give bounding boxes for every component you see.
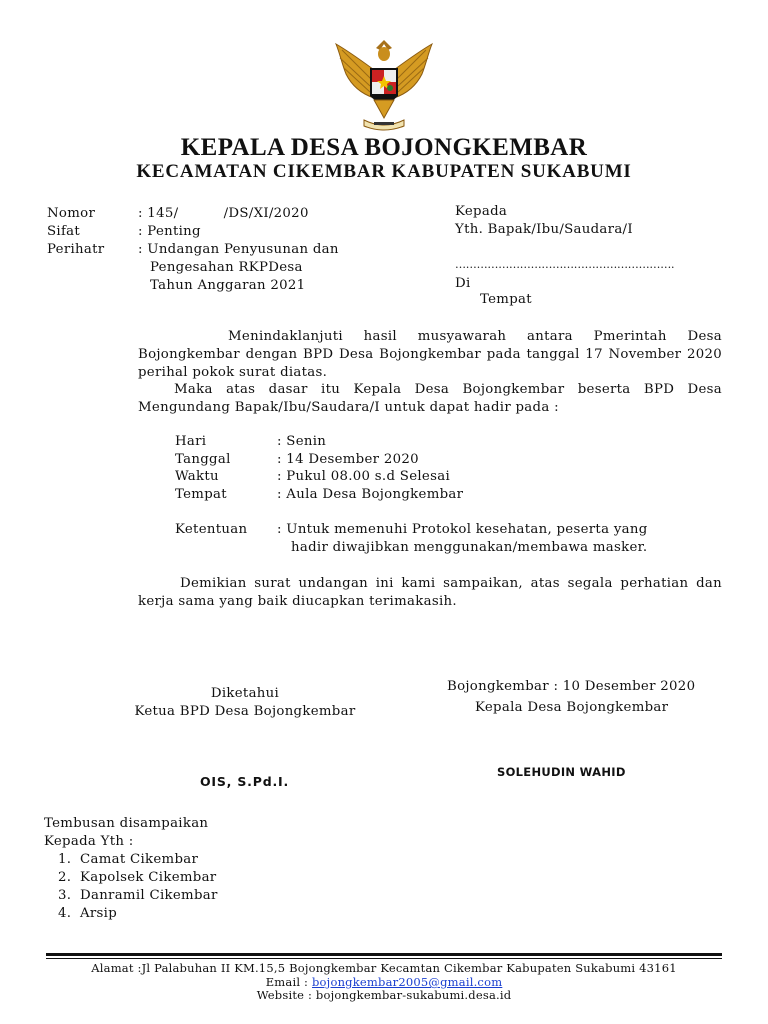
footer-email-link[interactable]: bojongkembar2005@gmail.com <box>312 975 503 989</box>
recipient-di: Di <box>455 276 471 291</box>
tempat-value: : Aula Desa Bojongkembar <box>277 487 464 502</box>
signature-right-name: SOLEHUDIN WAHID <box>497 765 626 779</box>
footer-email-label: Email : <box>265 975 312 989</box>
ketentuan-value: : Untuk memenuhi Protokol kesehatan, peserta yang <box>277 522 648 537</box>
perihal-value: : Undangan Penyusunan dan <box>138 242 339 257</box>
signature-right-role: Kepala Desa Bojongkembar <box>475 700 669 715</box>
letterhead-title: KEPALA DESA BOJONGKEMBAR <box>180 134 588 161</box>
signature-left-known: Diketahui <box>210 686 280 701</box>
footer-email-line <box>0 975 768 989</box>
tanggal-label: Tanggal <box>175 452 231 467</box>
body-paragraph-1: Menindaklanjuti hasil musyawarah antara Pmerintah Desa Bojongkembar dengan BPD Desa Bojongkembar pada tanggal 17 November 2020 perihal pokok surat diatas. <box>138 329 722 380</box>
tembusan-item: 4. Arsip <box>58 906 118 921</box>
body-paragraph-2: Maka atas dasar itu Kepala Desa Bojongkembar beserta BPD Desa Mengundang Bapak/Ibu/Saudara/I untuk dapat hadir pada : <box>138 382 722 415</box>
nomor-value: : 145/ /DS/XI/2020 <box>138 206 309 221</box>
ketentuan-label: Ketentuan <box>175 522 248 537</box>
tempat-label: Tempat <box>175 487 227 502</box>
tembusan-item: 3. Danramil Cikembar <box>58 888 218 903</box>
tembusan-kepada: Kepada Yth : <box>44 834 134 849</box>
sifat-value: : Penting <box>138 224 201 239</box>
sifat-label: Sifat <box>47 224 81 239</box>
signature-right-place-date: Bojongkembar : 10 Desember 2020 <box>447 679 696 694</box>
footer-address: Alamat :Jl Palabuhan II KM.15,5 Bojongkembar Kecamtan Cikembar Kabupaten Sukabumi 43161 <box>91 961 677 975</box>
perihal-label: Perihatr <box>47 242 105 257</box>
tembusan-title: Tembusan disampaikan <box>44 816 209 831</box>
hari-value: : Senin <box>277 434 327 449</box>
footer-website: Website : bojongkembar-sukabumi.desa.id <box>256 988 512 1002</box>
recipient-dots: ……………………………………………………. <box>455 258 675 271</box>
signature-left-role: Ketua BPD Desa Bojongkembar <box>134 704 356 719</box>
tembusan-item: 2. Kapolsek Cikembar <box>58 870 217 885</box>
waktu-label: Waktu <box>175 469 219 484</box>
perihal-line2: Pengesahan RKPDesa <box>150 260 303 275</box>
recipient-tempat: Tempat <box>480 292 532 307</box>
tanggal-value: : 14 Desember 2020 <box>277 452 419 467</box>
footer-divider-thick <box>46 953 722 956</box>
recipient-yth: Yth. Bapak/Ibu/Saudara/I <box>455 222 633 237</box>
recipient-kepada: Kepada <box>455 204 508 219</box>
footer-divider-thin <box>46 958 722 959</box>
letterhead-subtitle: KECAMATAN CIKEMBAR KABUPATEN SUKABUMI <box>136 161 632 182</box>
garuda-emblem-icon <box>330 34 438 134</box>
nomor-label: Nomor <box>47 206 96 221</box>
perihal-line3: Tahun Anggaran 2021 <box>150 278 306 293</box>
signature-left-name: OIS, S.Pd.I. <box>200 774 289 789</box>
waktu-value: : Pukul 08.00 s.d Selesai <box>277 469 451 484</box>
ketentuan-line2: hadir diwajibkan menggunakan/membawa masker. <box>291 540 648 555</box>
closing-paragraph: Demikian surat undangan ini kami sampaikan, atas segala perhatian dan kerja sama yang baik diucapkan terimakasih. <box>138 576 722 609</box>
tembusan-item: 1. Camat Cikembar <box>58 852 199 867</box>
hari-label: Hari <box>175 434 207 449</box>
